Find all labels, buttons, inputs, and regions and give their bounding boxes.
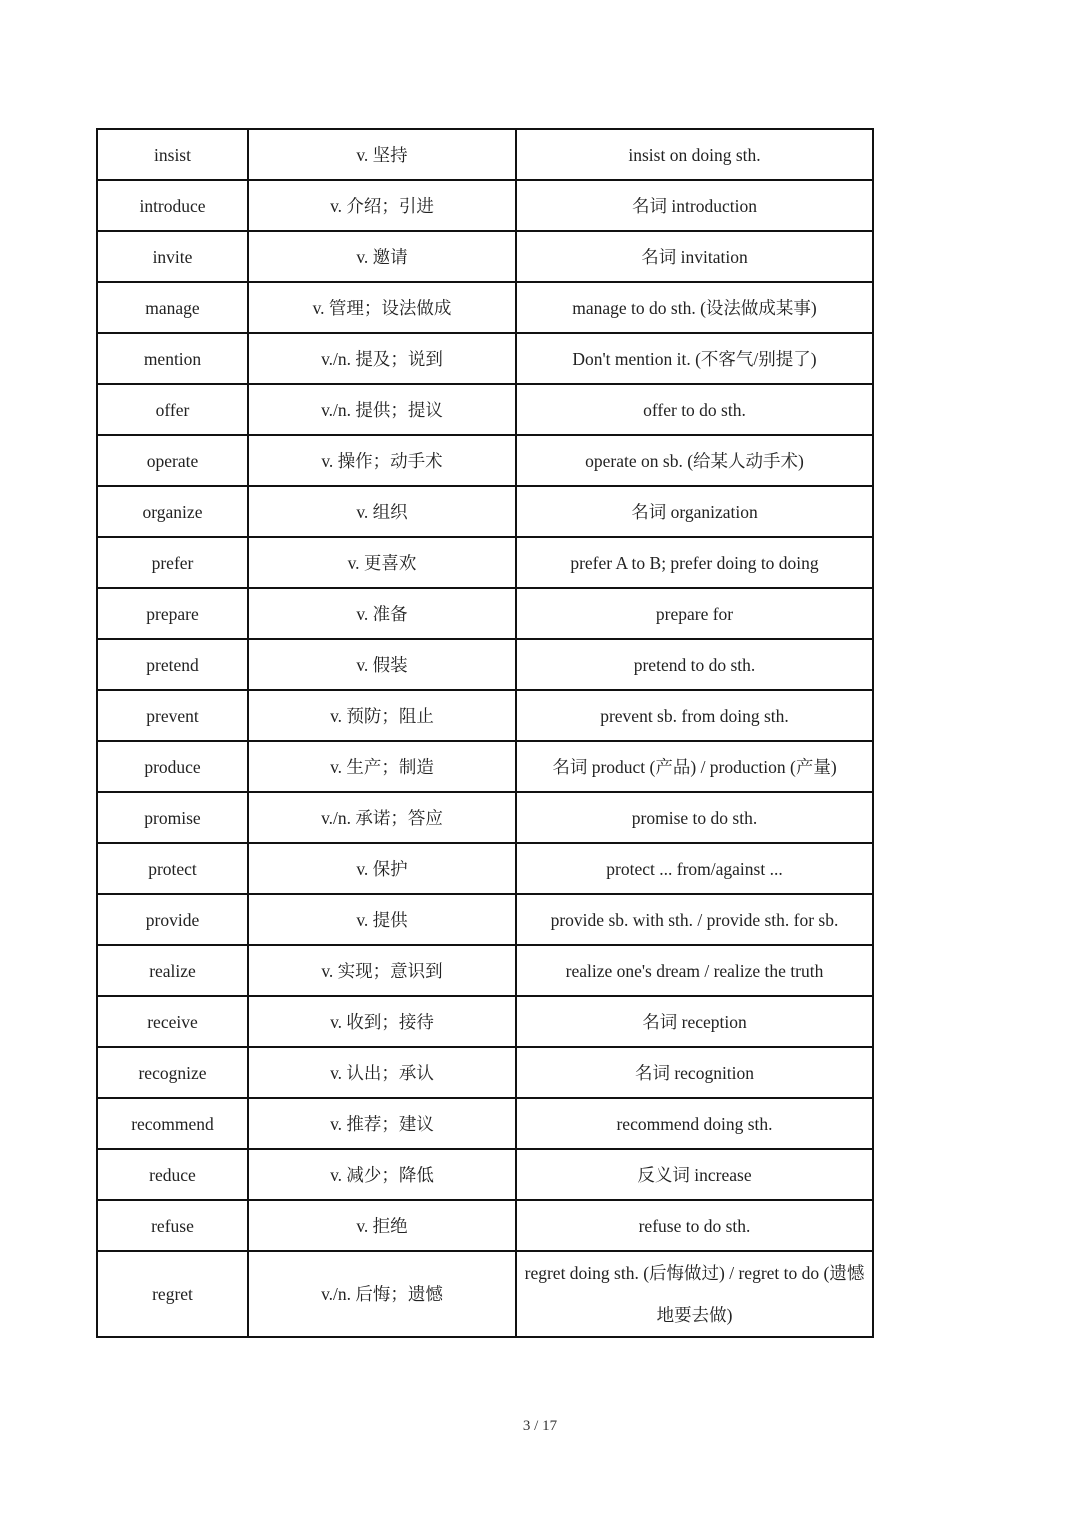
meaning-cell: v. 组织: [248, 486, 516, 537]
table-row: [97, 180, 873, 231]
table-row: [97, 1149, 873, 1200]
table-row: [97, 231, 873, 282]
usage-cell: 反义词 increase: [516, 1149, 873, 1200]
word-cell: promise: [97, 792, 248, 843]
word-cell: reduce: [97, 1149, 248, 1200]
word-cell: regret: [97, 1251, 248, 1337]
table-row: [97, 843, 873, 894]
usage-cell: Don't mention it. (不客气/别提了): [516, 333, 873, 384]
word-cell: insist: [97, 129, 248, 180]
usage-cell: recommend doing sth.: [516, 1098, 873, 1149]
usage-cell: prefer A to B; prefer doing to doing: [516, 537, 873, 588]
word-cell: realize: [97, 945, 248, 996]
word-cell: invite: [97, 231, 248, 282]
usage-cell: refuse to do sth.: [516, 1200, 873, 1251]
table-row: [97, 588, 873, 639]
word-cell: offer: [97, 384, 248, 435]
table-row: [97, 945, 873, 996]
table-row: [97, 537, 873, 588]
usage-cell: promise to do sth.: [516, 792, 873, 843]
meaning-cell: v. 实现；意识到: [248, 945, 516, 996]
usage-cell: 名词 organization: [516, 486, 873, 537]
meaning-cell: v./n. 后悔；遗憾: [248, 1251, 516, 1337]
meaning-cell: v. 邀请: [248, 231, 516, 282]
meaning-cell: v. 准备: [248, 588, 516, 639]
word-cell: prevent: [97, 690, 248, 741]
page-number: 3 / 17: [522, 1418, 558, 1434]
word-cell: protect: [97, 843, 248, 894]
table-row: [97, 690, 873, 741]
meaning-cell: v. 假装: [248, 639, 516, 690]
meaning-cell: v. 认出；承认: [248, 1047, 516, 1098]
meaning-cell: v. 保护: [248, 843, 516, 894]
word-cell: operate: [97, 435, 248, 486]
word-cell: pretend: [97, 639, 248, 690]
usage-cell: 名词 introduction: [516, 180, 873, 231]
table-row: [97, 894, 873, 945]
usage-cell: 名词 invitation: [516, 231, 873, 282]
table-row: [97, 435, 873, 486]
usage-cell: prevent sb. from doing sth.: [516, 690, 873, 741]
word-cell: receive: [97, 996, 248, 1047]
word-cell: introduce: [97, 180, 248, 231]
table-row: [97, 996, 873, 1047]
vocabulary-table: [96, 128, 874, 1338]
usage-cell: provide sb. with sth. / provide sth. for sb.: [516, 894, 873, 945]
table-row: [97, 792, 873, 843]
meaning-cell: v. 提供: [248, 894, 516, 945]
meaning-cell: v. 更喜欢: [248, 537, 516, 588]
word-cell: provide: [97, 894, 248, 945]
word-cell: produce: [97, 741, 248, 792]
table-row: [97, 1047, 873, 1098]
table-row: [97, 333, 873, 384]
usage-cell: 名词 product (产品) / production (产量): [516, 741, 873, 792]
word-cell: recommend: [97, 1098, 248, 1149]
table-row: [97, 129, 873, 180]
meaning-cell: v./n. 提及；说到: [248, 333, 516, 384]
table-row: [97, 1251, 873, 1337]
meaning-cell: v. 拒绝: [248, 1200, 516, 1251]
usage-cell: insist on doing sth.: [516, 129, 873, 180]
usage-cell: realize one's dream / realize the truth: [516, 945, 873, 996]
table-row: [97, 282, 873, 333]
meaning-cell: v. 减少；降低: [248, 1149, 516, 1200]
meaning-cell: v. 生产；制造: [248, 741, 516, 792]
table-row: [97, 486, 873, 537]
usage-cell: offer to do sth.: [516, 384, 873, 435]
usage-cell: regret doing sth. (后悔做过) / regret to do (遗憾地要去做): [516, 1251, 873, 1337]
word-cell: prefer: [97, 537, 248, 588]
table-row: [97, 639, 873, 690]
usage-cell: manage to do sth. (设法做成某事): [516, 282, 873, 333]
word-cell: mention: [97, 333, 248, 384]
meaning-cell: v. 介绍；引进: [248, 180, 516, 231]
usage-cell: prepare for: [516, 588, 873, 639]
meaning-cell: v. 预防；阻止: [248, 690, 516, 741]
word-cell: refuse: [97, 1200, 248, 1251]
word-cell: manage: [97, 282, 248, 333]
meaning-cell: v. 管理；设法做成: [248, 282, 516, 333]
usage-cell: pretend to do sth.: [516, 639, 873, 690]
meaning-cell: v./n. 提供；提议: [248, 384, 516, 435]
table-row: [97, 384, 873, 435]
meaning-cell: v. 坚持: [248, 129, 516, 180]
word-cell: organize: [97, 486, 248, 537]
meaning-cell: v. 操作；动手术: [248, 435, 516, 486]
usage-cell: 名词 recognition: [516, 1047, 873, 1098]
usage-cell: operate on sb. (给某人动手术): [516, 435, 873, 486]
word-cell: prepare: [97, 588, 248, 639]
table-row: [97, 1098, 873, 1149]
usage-cell: protect ... from/against ...: [516, 843, 873, 894]
word-cell: recognize: [97, 1047, 248, 1098]
meaning-cell: v./n. 承诺；答应: [248, 792, 516, 843]
vocabulary-table-body: [97, 129, 873, 1337]
meaning-cell: v. 推荐；建议: [248, 1098, 516, 1149]
table-row: [97, 1200, 873, 1251]
meaning-cell: v. 收到；接待: [248, 996, 516, 1047]
usage-cell: 名词 reception: [516, 996, 873, 1047]
table-row: [97, 741, 873, 792]
